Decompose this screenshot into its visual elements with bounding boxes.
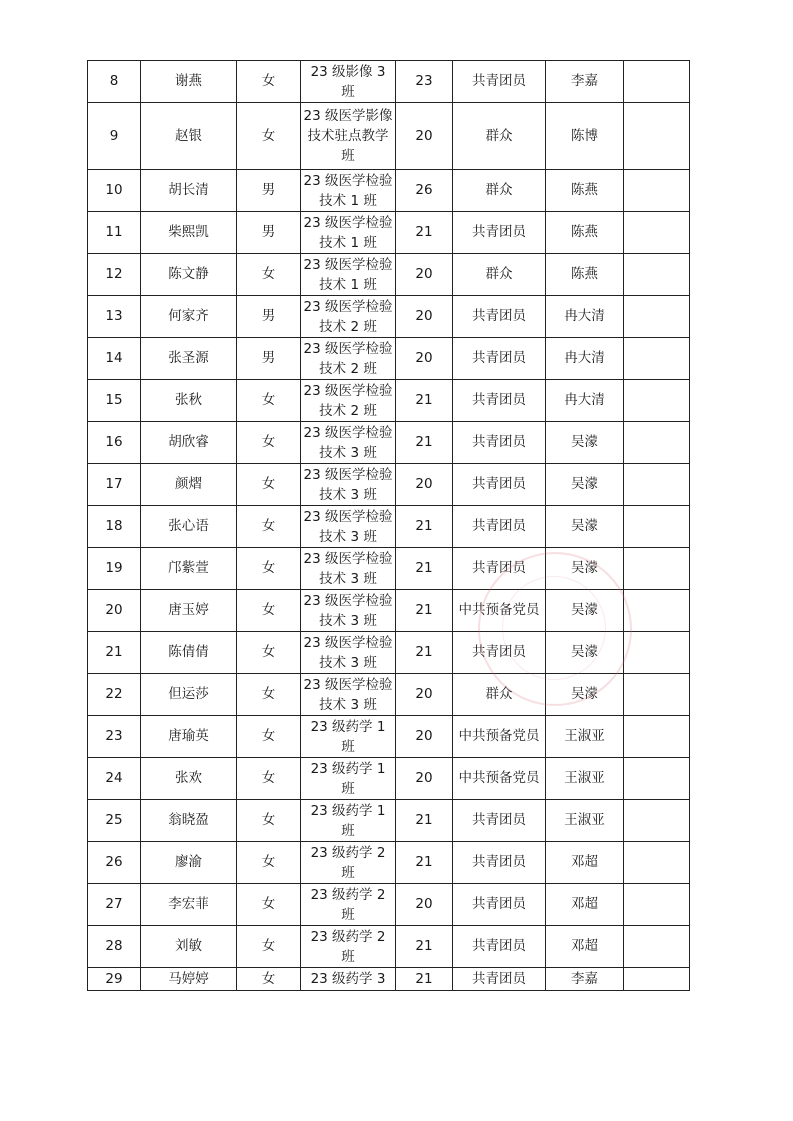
political-status-cell: 共青团员 — [453, 61, 546, 103]
teacher-cell: 吴濛 — [546, 632, 624, 674]
remarks-cell — [624, 296, 690, 338]
gender-cell: 女 — [237, 422, 301, 464]
row-number-cell: 10 — [88, 170, 141, 212]
political-status-cell: 共青团员 — [453, 338, 546, 380]
student-name-cell: 何家齐 — [141, 296, 237, 338]
row-number-cell: 23 — [88, 716, 141, 758]
table-row — [88, 716, 690, 758]
table-row — [88, 254, 690, 296]
gender-cell: 女 — [237, 800, 301, 842]
class-cell: 23 级药学 3 — [301, 968, 396, 991]
age-cell: 21 — [396, 590, 453, 632]
table-row — [88, 103, 690, 170]
table-row — [88, 758, 690, 800]
row-number-cell: 25 — [88, 800, 141, 842]
political-status-cell: 共青团员 — [453, 926, 546, 968]
political-status-cell: 群众 — [453, 674, 546, 716]
row-number-cell: 26 — [88, 842, 141, 884]
political-status-cell: 共青团员 — [453, 296, 546, 338]
gender-cell: 女 — [237, 380, 301, 422]
age-cell: 21 — [396, 548, 453, 590]
row-number-cell: 22 — [88, 674, 141, 716]
row-number-cell: 20 — [88, 590, 141, 632]
row-number-cell: 29 — [88, 968, 141, 991]
row-number-cell: 27 — [88, 884, 141, 926]
class-cell: 23 级医学检验技术 3 班 — [301, 590, 396, 632]
teacher-cell: 陈燕 — [546, 212, 624, 254]
teacher-cell: 陈博 — [546, 103, 624, 170]
age-cell: 21 — [396, 632, 453, 674]
class-cell: 23 级医学检验技术 3 班 — [301, 422, 396, 464]
class-cell: 23 级医学检验技术 3 班 — [301, 632, 396, 674]
teacher-cell: 冉大清 — [546, 380, 624, 422]
remarks-cell — [624, 103, 690, 170]
row-number-cell: 11 — [88, 212, 141, 254]
teacher-cell: 冉大清 — [546, 338, 624, 380]
table-row — [88, 61, 690, 103]
class-cell: 23 级药学 2 班 — [301, 884, 396, 926]
student-name-cell: 谢燕 — [141, 61, 237, 103]
table-row — [88, 548, 690, 590]
age-cell: 21 — [396, 968, 453, 991]
teacher-cell: 王淑亚 — [546, 800, 624, 842]
student-name-cell: 张圣源 — [141, 338, 237, 380]
teacher-cell: 陈燕 — [546, 254, 624, 296]
gender-cell: 女 — [237, 926, 301, 968]
student-name-cell: 胡欣睿 — [141, 422, 237, 464]
row-number-cell: 15 — [88, 380, 141, 422]
political-status-cell: 群众 — [453, 254, 546, 296]
political-status-cell: 共青团员 — [453, 380, 546, 422]
political-status-cell: 中共预备党员 — [453, 716, 546, 758]
row-number-cell: 24 — [88, 758, 141, 800]
age-cell: 26 — [396, 170, 453, 212]
teacher-cell: 王淑亚 — [546, 758, 624, 800]
row-number-cell: 19 — [88, 548, 141, 590]
remarks-cell — [624, 254, 690, 296]
gender-cell: 女 — [237, 103, 301, 170]
age-cell: 21 — [396, 380, 453, 422]
remarks-cell — [624, 338, 690, 380]
class-cell: 23 级医学检验技术 3 班 — [301, 674, 396, 716]
gender-cell: 女 — [237, 758, 301, 800]
teacher-cell: 吴濛 — [546, 464, 624, 506]
gender-cell: 男 — [237, 212, 301, 254]
roster-body — [88, 61, 690, 991]
row-number-cell: 16 — [88, 422, 141, 464]
age-cell: 20 — [396, 296, 453, 338]
class-cell: 23 级医学检验技术 1 班 — [301, 254, 396, 296]
remarks-cell — [624, 968, 690, 991]
teacher-cell: 冉大清 — [546, 296, 624, 338]
teacher-cell: 吴濛 — [546, 590, 624, 632]
gender-cell: 女 — [237, 464, 301, 506]
remarks-cell — [624, 380, 690, 422]
political-status-cell: 群众 — [453, 103, 546, 170]
table-row — [88, 632, 690, 674]
age-cell: 20 — [396, 716, 453, 758]
remarks-cell — [624, 842, 690, 884]
table-row — [88, 968, 690, 991]
remarks-cell — [624, 926, 690, 968]
class-cell: 23 级医学检验技术 3 班 — [301, 506, 396, 548]
table-row — [88, 800, 690, 842]
teacher-cell: 李嘉 — [546, 968, 624, 991]
age-cell: 20 — [396, 254, 453, 296]
class-cell: 23 级医学检验技术 1 班 — [301, 212, 396, 254]
class-cell: 23 级医学检验技术 2 班 — [301, 380, 396, 422]
table-row — [88, 464, 690, 506]
gender-cell: 女 — [237, 548, 301, 590]
age-cell: 21 — [396, 506, 453, 548]
student-name-cell: 唐玉婷 — [141, 590, 237, 632]
student-name-cell: 张心语 — [141, 506, 237, 548]
student-name-cell: 颜熠 — [141, 464, 237, 506]
teacher-cell: 邓超 — [546, 842, 624, 884]
gender-cell: 男 — [237, 170, 301, 212]
remarks-cell — [624, 61, 690, 103]
remarks-cell — [624, 170, 690, 212]
remarks-cell — [624, 884, 690, 926]
student-name-cell: 李宏菲 — [141, 884, 237, 926]
political-status-cell: 共青团员 — [453, 842, 546, 884]
table-row — [88, 338, 690, 380]
student-name-cell: 柴熙凯 — [141, 212, 237, 254]
teacher-cell: 邓超 — [546, 884, 624, 926]
row-number-cell: 18 — [88, 506, 141, 548]
political-status-cell: 共青团员 — [453, 632, 546, 674]
gender-cell: 女 — [237, 842, 301, 884]
age-cell: 21 — [396, 926, 453, 968]
gender-cell: 女 — [237, 506, 301, 548]
political-status-cell: 共青团员 — [453, 506, 546, 548]
table-row — [88, 926, 690, 968]
remarks-cell — [624, 506, 690, 548]
age-cell: 20 — [396, 103, 453, 170]
teacher-cell: 吴濛 — [546, 674, 624, 716]
class-cell: 23 级医学检验技术 2 班 — [301, 338, 396, 380]
class-cell: 23 级医学检验技术 1 班 — [301, 170, 396, 212]
row-number-cell: 9 — [88, 103, 141, 170]
row-number-cell: 28 — [88, 926, 141, 968]
teacher-cell: 陈燕 — [546, 170, 624, 212]
teacher-cell: 吴濛 — [546, 548, 624, 590]
row-number-cell: 12 — [88, 254, 141, 296]
student-name-cell: 唐瑜英 — [141, 716, 237, 758]
remarks-cell — [624, 800, 690, 842]
table-row — [88, 674, 690, 716]
age-cell: 21 — [396, 800, 453, 842]
gender-cell: 女 — [237, 674, 301, 716]
student-name-cell: 胡长清 — [141, 170, 237, 212]
political-status-cell: 共青团员 — [453, 800, 546, 842]
remarks-cell — [624, 674, 690, 716]
student-roster-table — [87, 60, 690, 991]
remarks-cell — [624, 716, 690, 758]
student-name-cell: 邝紫萱 — [141, 548, 237, 590]
class-cell: 23 级药学 1 班 — [301, 800, 396, 842]
table-row — [88, 422, 690, 464]
political-status-cell: 共青团员 — [453, 464, 546, 506]
class-cell: 23 级医学影像技术驻点教学班 — [301, 103, 396, 170]
teacher-cell: 王淑亚 — [546, 716, 624, 758]
age-cell: 21 — [396, 842, 453, 884]
student-name-cell: 刘敏 — [141, 926, 237, 968]
row-number-cell: 14 — [88, 338, 141, 380]
remarks-cell — [624, 212, 690, 254]
table-row — [88, 884, 690, 926]
class-cell: 23 级影像 3 班 — [301, 61, 396, 103]
gender-cell: 女 — [237, 968, 301, 991]
student-name-cell: 马婷婷 — [141, 968, 237, 991]
gender-cell: 男 — [237, 296, 301, 338]
table-row — [88, 506, 690, 548]
age-cell: 20 — [396, 758, 453, 800]
gender-cell: 女 — [237, 590, 301, 632]
political-status-cell: 中共预备党员 — [453, 758, 546, 800]
student-name-cell: 陈文静 — [141, 254, 237, 296]
class-cell: 23 级医学检验技术 3 班 — [301, 464, 396, 506]
age-cell: 21 — [396, 422, 453, 464]
table-row — [88, 380, 690, 422]
class-cell: 23 级药学 2 班 — [301, 842, 396, 884]
political-status-cell: 共青团员 — [453, 884, 546, 926]
class-cell: 23 级药学 1 班 — [301, 716, 396, 758]
table-row — [88, 590, 690, 632]
gender-cell: 女 — [237, 884, 301, 926]
student-name-cell: 廖渝 — [141, 842, 237, 884]
table-row — [88, 296, 690, 338]
student-name-cell: 但运莎 — [141, 674, 237, 716]
gender-cell: 女 — [237, 632, 301, 674]
table-row — [88, 212, 690, 254]
political-status-cell: 共青团员 — [453, 548, 546, 590]
row-number-cell: 17 — [88, 464, 141, 506]
class-cell: 23 级药学 1 班 — [301, 758, 396, 800]
age-cell: 20 — [396, 884, 453, 926]
teacher-cell: 李嘉 — [546, 61, 624, 103]
student-name-cell: 翁晓盈 — [141, 800, 237, 842]
table-row — [88, 170, 690, 212]
age-cell: 20 — [396, 674, 453, 716]
teacher-cell: 邓超 — [546, 926, 624, 968]
age-cell: 20 — [396, 464, 453, 506]
remarks-cell — [624, 548, 690, 590]
age-cell: 23 — [396, 61, 453, 103]
student-name-cell: 赵银 — [141, 103, 237, 170]
student-name-cell: 张欢 — [141, 758, 237, 800]
remarks-cell — [624, 632, 690, 674]
political-status-cell: 共青团员 — [453, 422, 546, 464]
student-name-cell: 张秋 — [141, 380, 237, 422]
row-number-cell: 21 — [88, 632, 141, 674]
gender-cell: 女 — [237, 61, 301, 103]
remarks-cell — [624, 758, 690, 800]
remarks-cell — [624, 464, 690, 506]
row-number-cell: 8 — [88, 61, 141, 103]
class-cell: 23 级药学 2 班 — [301, 926, 396, 968]
political-status-cell: 群众 — [453, 170, 546, 212]
age-cell: 20 — [396, 338, 453, 380]
teacher-cell: 吴濛 — [546, 422, 624, 464]
remarks-cell — [624, 422, 690, 464]
political-status-cell: 共青团员 — [453, 212, 546, 254]
table-row — [88, 842, 690, 884]
class-cell: 23 级医学检验技术 2 班 — [301, 296, 396, 338]
remarks-cell — [624, 590, 690, 632]
gender-cell: 女 — [237, 716, 301, 758]
gender-cell: 女 — [237, 254, 301, 296]
row-number-cell: 13 — [88, 296, 141, 338]
political-status-cell: 共青团员 — [453, 968, 546, 991]
student-name-cell: 陈倩倩 — [141, 632, 237, 674]
age-cell: 21 — [396, 212, 453, 254]
political-status-cell: 中共预备党员 — [453, 590, 546, 632]
class-cell: 23 级医学检验技术 3 班 — [301, 548, 396, 590]
gender-cell: 男 — [237, 338, 301, 380]
teacher-cell: 吴濛 — [546, 506, 624, 548]
